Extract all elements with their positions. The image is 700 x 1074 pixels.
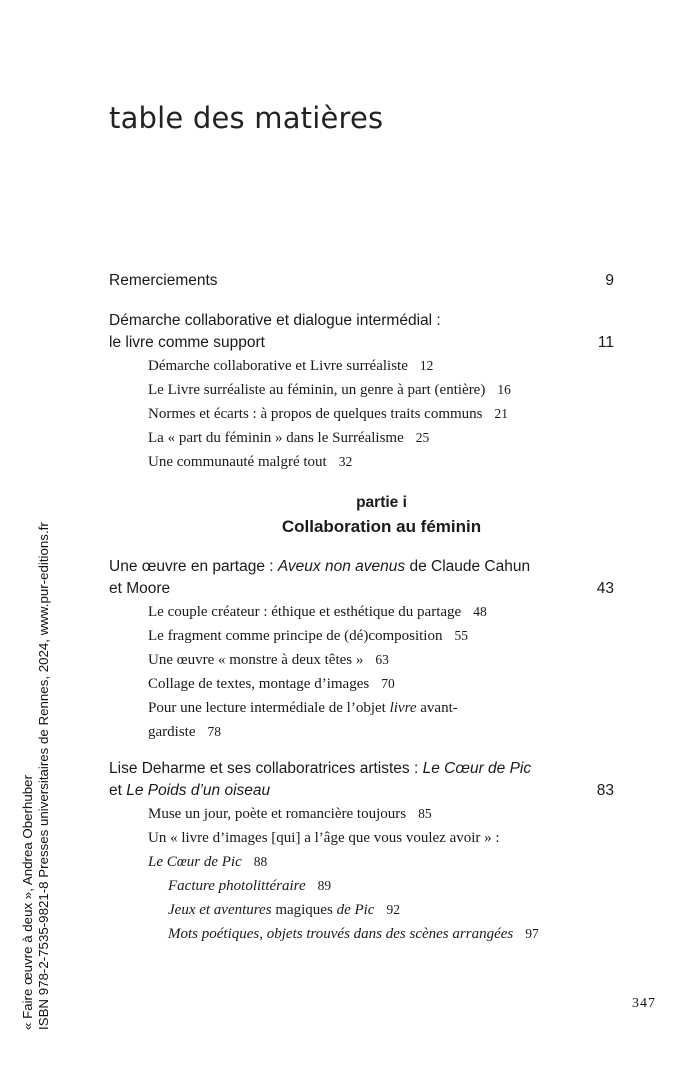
chapter-page: 11	[597, 334, 614, 351]
section-page: 12	[419, 358, 434, 373]
title-work: Le Cœur de Pic	[422, 760, 532, 777]
section-page: 32	[338, 454, 353, 469]
chapter-title-line: et Moore	[109, 580, 171, 597]
section-page: 85	[418, 806, 432, 821]
subsection-page: 97	[525, 926, 539, 941]
section-title: Muse un jour, poète et romancière toujours	[148, 806, 407, 822]
toc-section[interactable]	[148, 696, 614, 744]
toc-chapter-lise-deharme[interactable]	[109, 758, 614, 802]
section-page: 25	[415, 430, 430, 445]
chapter-title-line: Démarche collaborative et dialogue intermédial :	[109, 312, 441, 329]
subsection-title: Jeux et aventures	[168, 902, 272, 918]
chapter-title-line: le livre comme support	[109, 334, 265, 351]
toc-section[interactable]	[148, 402, 614, 426]
side-credit	[20, 522, 52, 1030]
section-title: Une œuvre « monstre à deux têtes »	[148, 652, 364, 668]
title-text: et	[109, 782, 127, 799]
toc-section[interactable]	[148, 826, 614, 874]
subsection-page: 89	[317, 878, 332, 893]
chapter-title: Remerciements	[109, 272, 218, 289]
chapter-title-line	[109, 758, 574, 780]
subsection-title: magiques	[271, 902, 337, 918]
section-title-em: livre	[389, 700, 417, 716]
section-page: 88	[253, 854, 268, 869]
toc-section[interactable]	[148, 600, 614, 624]
toc-section[interactable]	[148, 378, 614, 402]
section-title: Démarche collaborative et Livre surréaliste	[148, 358, 408, 374]
toc-section[interactable]	[148, 354, 614, 378]
section-title: Le fragment comme principe de (dé)composition	[148, 628, 443, 644]
chapter-page: 83	[596, 782, 614, 799]
section-title-line	[148, 720, 614, 744]
page-title: table des matières	[109, 101, 384, 136]
credit-line-2: ISBN 978-2-7535-9821-8 Presses universitaires de Rennes, 2024, www.pur-editions.fr	[36, 522, 51, 1030]
toc-subsection[interactable]	[168, 874, 614, 898]
section-title: avant-	[416, 700, 458, 716]
toc-chapter-oeuvre-en-partage[interactable]	[109, 556, 614, 600]
section-title: gardiste	[148, 724, 196, 740]
section-title-line	[148, 696, 614, 720]
title-text: Lise Deharme et ses collaboratrices artistes :	[109, 760, 423, 777]
chapter-page: 9	[605, 272, 614, 289]
section-page: 48	[473, 604, 487, 619]
toc-section[interactable]	[148, 648, 614, 672]
title-work: Aveux non avenus	[277, 558, 406, 575]
toc-chapter-demarche[interactable]	[109, 310, 614, 354]
section-title: Le couple créateur : éthique et esthétique du partage	[148, 604, 462, 620]
chapter-page: 43	[596, 580, 614, 597]
section-title: La « part du féminin » dans le Surréalisme	[148, 430, 404, 446]
subsection-page: 92	[386, 902, 400, 917]
section-title: Une communauté malgré tout	[148, 454, 327, 470]
section-title: Le Livre surréaliste au féminin, un genre à part (entière)	[148, 382, 486, 398]
subsection-title: Facture photolittéraire	[168, 878, 306, 894]
toc-subsection[interactable]	[168, 922, 614, 946]
section-title-line: Un « livre d’images [qui] a l’âge que vous voulez avoir » :	[148, 830, 500, 846]
chapter-title-line	[109, 780, 574, 802]
section-page: 16	[497, 382, 511, 397]
section-title: Pour une lecture intermédiale de l’objet	[148, 700, 390, 716]
section-title: Normes et écarts : à propos de quelques traits communs	[148, 406, 483, 422]
title-text: de Claude Cahun	[405, 558, 531, 575]
page-number: 347	[632, 996, 656, 1011]
toc-section[interactable]	[148, 624, 614, 648]
toc-section[interactable]	[148, 672, 614, 696]
chapter-title-line	[109, 556, 574, 578]
title-work: Le Poids d’un oiseau	[126, 782, 271, 799]
toc-subsection[interactable]	[168, 898, 614, 922]
section-page: 21	[494, 406, 508, 421]
credit-line-1: « Faire œuvre à deux », Andrea Oberhuber	[20, 775, 35, 1030]
toc-chapter-remerciements[interactable]	[109, 270, 614, 292]
section-title-em: Le Cœur de Pic	[148, 854, 242, 870]
part-title: Collaboration au féminin	[281, 517, 482, 536]
section-page: 78	[207, 724, 221, 739]
section-page: 70	[381, 676, 395, 691]
title-text: Une œuvre en partage :	[109, 558, 278, 575]
toc-section[interactable]	[148, 426, 614, 450]
table-of-contents	[109, 270, 614, 946]
toc-section[interactable]	[148, 802, 614, 826]
section-page: 55	[454, 628, 468, 643]
section-title: Collage de textes, montage d’images	[148, 676, 370, 692]
part-label: partie i	[356, 494, 407, 511]
section-title-line	[148, 850, 614, 874]
subsection-title: Mots poétiques, objets trouvés dans des scènes arrangées	[168, 926, 514, 942]
section-page: 63	[375, 652, 389, 667]
toc-section[interactable]	[148, 450, 614, 474]
subsection-title: de Pic	[336, 902, 375, 918]
